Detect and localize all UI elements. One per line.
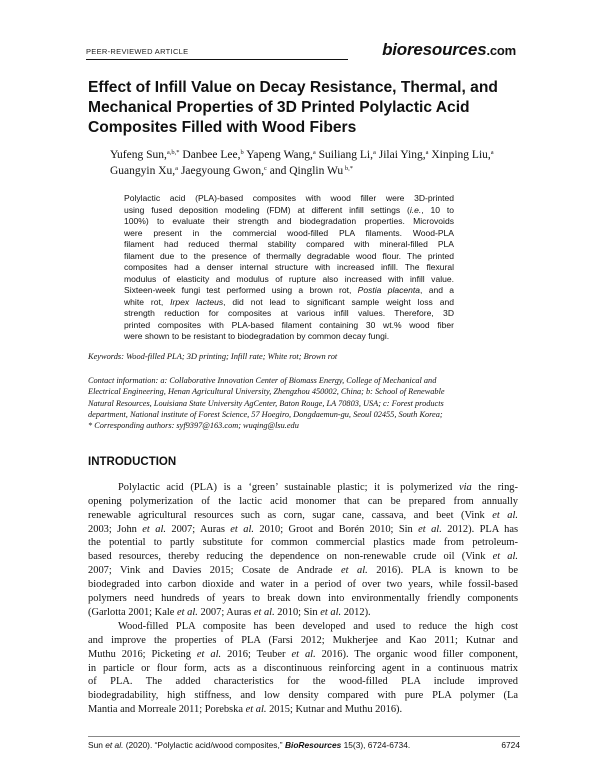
- abstract-line: 100%) to evaluate their strength and biodegradation properties. Microvoids: [124, 216, 454, 226]
- abstract-line: filament had reduced thermal stability compared with mineral-filled PLA: [124, 239, 454, 249]
- author-line: [110, 148, 510, 164]
- contact-line: Electrical Engineering, Henan Agricultural University, Zhengzhou 450002, China; b: School of Renewable: [88, 387, 445, 397]
- body-line: Mantia and Morreale 2011; Porebska et al. 2015; Kutnar and Muthu 2016).: [88, 704, 403, 716]
- brand-suffix: .com: [486, 43, 516, 58]
- abstract-line: using fused deposition modeling (FDM) at different infill settings (i.e., 10 to: [124, 204, 455, 215]
- affiliation-mark: a: [372, 149, 376, 156]
- body-line: Polylactic acid (PLA) is a ‘green’ sustainable plastic; it is polymerized via the ring-: [118, 482, 518, 493]
- body-line: Muthu 2016; Picketing et al. 2016; Teuber et al. 2016). The organic wood filler component,: [88, 648, 519, 660]
- author-name: Yufeng Sun,: [110, 149, 167, 161]
- page-number: 6724: [501, 740, 520, 750]
- affiliation-mark: a: [490, 149, 494, 156]
- author-list: [110, 148, 510, 179]
- abstract: [124, 193, 454, 343]
- author-name: and Qinglin Wu: [266, 164, 344, 177]
- intro-paragraph-1: [88, 481, 518, 619]
- abstract-line: white rot, Irpex lacteus, did not lead to significant sample weight loss and: [124, 296, 454, 307]
- header-rule: [86, 59, 348, 60]
- intro-paragraph-2: [88, 620, 518, 717]
- body-line: (Garlotta 2001; Kale et al. 2007; Auras et al. 2010; Sin et al. 2012).: [88, 606, 371, 618]
- affiliation-mark: a: [425, 149, 429, 156]
- contact-information: [88, 375, 520, 431]
- abstract-line: modulus of elasticity and modulus of rupture also increased with infill value.: [124, 273, 454, 284]
- body-line: in particle or flour form, acts as a discontinuous reinforcing agent in a continuous matrix: [88, 662, 518, 674]
- body-line: biodegraded into carbon dioxide and water in a period of over two years, while fossil-based: [88, 578, 518, 590]
- affiliation-mark: a: [312, 149, 316, 156]
- abstract-line: were shown to be resistant to biodegradation by common decay fungi.: [124, 331, 390, 341]
- title-line: Effect of Infill Value on Decay Resistance, Thermal, and: [88, 79, 498, 96]
- body-line: 2003; John et al. 2007; Auras et al. 2010; Groot and Borén 2010; Sin et al. 2012). PLA has: [88, 523, 519, 535]
- author-name: Guangyin Xu,: [110, 164, 176, 177]
- contact-line: * Corresponding authors: syf9397@163.com; wuqing@lsu.edu: [88, 421, 299, 431]
- header-label: PEER-REVIEWED ARTICLE: [86, 47, 189, 56]
- title-line: Composites Filled with Wood Fibers: [88, 119, 357, 136]
- body-line: renewable agricultural resources such as corn, sugar cane, cassava, and beet (Vink et al.: [88, 509, 518, 521]
- affiliation-mark: a,b,*: [166, 149, 180, 156]
- abstract-line: composites had a denser internal structure with increased infill. The flexural: [124, 262, 454, 272]
- affiliation-mark: b,*: [343, 164, 353, 172]
- section-heading: INTRODUCTION: [88, 456, 177, 468]
- body-line: and improve the properties of PLA (Farsi 2012; Mukherjee and Kao 2011; Kutnar and: [88, 634, 518, 646]
- keywords: Keywords: Wood-filled PLA; 3D printing; Infill rate; White rot; Brown rot: [88, 352, 338, 361]
- abstract-line: printed composites with PLA-based filament containing 30 wt.% wood fiber: [124, 319, 454, 330]
- contact-line: Contact information: a: Collaborative Innovation Center of Biomass Energy, College of Mechanical and: [88, 376, 437, 385]
- body-line: Wood-filled PLA composite has been developed and used to reduce the high cost: [118, 621, 518, 632]
- author-name: Danbee Lee,: [179, 149, 241, 161]
- body-line: the potential to partly substitute for common commercial plastics made from petroleum-: [88, 537, 518, 549]
- author-name: Jilai Ying,: [375, 149, 426, 161]
- body-line: 2007; Vink and Davies 2015; Cosate de Andrade et al. 2016). PLA is known to be: [88, 565, 518, 577]
- body-line: opening polymerization of the lactic acid monomer that can be prepared from annually: [88, 495, 518, 507]
- abstract-line: were present in the commercial wood-filled PLA filaments. Wood-PLA: [124, 227, 454, 238]
- author-name: Yapeng Wang,: [243, 149, 313, 161]
- contact-line: Natural Resources, Louisiana State University AgCenter, Baton Rouge, LA 70803, USA; c: Forest products: [88, 398, 444, 408]
- title-line: Mechanical Properties of 3D Printed Polylactic Acid: [88, 99, 470, 116]
- author-name: Jaegyoung Gwon,: [178, 164, 264, 177]
- footer-citation: Sun et al. (2020). “Polylactic acid/wood composites,” BioResources 15(3), 6724-6734.: [88, 740, 411, 750]
- affiliation-mark: a: [175, 164, 179, 172]
- affiliation-mark: b: [240, 149, 244, 156]
- abstract-line: Sixteen-week fungi test performed using a brown rot, Postia placenta, and a: [124, 285, 454, 295]
- body-line: polymers need hundreds of years to break down into environmentally friendly components: [88, 592, 518, 604]
- author-name: Suiliang Li,: [315, 149, 373, 161]
- journal-brand: [382, 40, 516, 60]
- footer-rule: [88, 736, 520, 737]
- abstract-line: Polylactic acid (PLA)-based composites with wood filler were 3D-printed: [124, 193, 454, 203]
- author-line: [110, 164, 510, 180]
- body-line: biodegradability, high stiffness, and low density compared with pure PLA polymer (La: [88, 690, 518, 702]
- affiliation-mark: c: [263, 164, 267, 172]
- abstract-line: filament due to the presence of thermally degradable wood flour. The printed: [124, 250, 454, 261]
- running-footer: [88, 740, 520, 752]
- article-title: [88, 78, 518, 138]
- body-line: based resources, thereby reducing the dependence on non-renewable crude oil (Vink et al.: [88, 551, 519, 563]
- author-name: Xinping Liu,: [428, 149, 491, 161]
- running-header: [86, 38, 516, 62]
- brand-main: bioresources: [382, 40, 487, 59]
- abstract-line: strength reduction for composites at various infill values. Therefore, 3D: [124, 308, 454, 318]
- contact-line: department, National institute of Forest Science, 57 Hoegiro, Dongdaemun-gu, Seoul 02455, South Korea;: [88, 409, 443, 419]
- body-line: of PLA. The added characteristics for the wood-filled PLA include improved: [88, 676, 518, 688]
